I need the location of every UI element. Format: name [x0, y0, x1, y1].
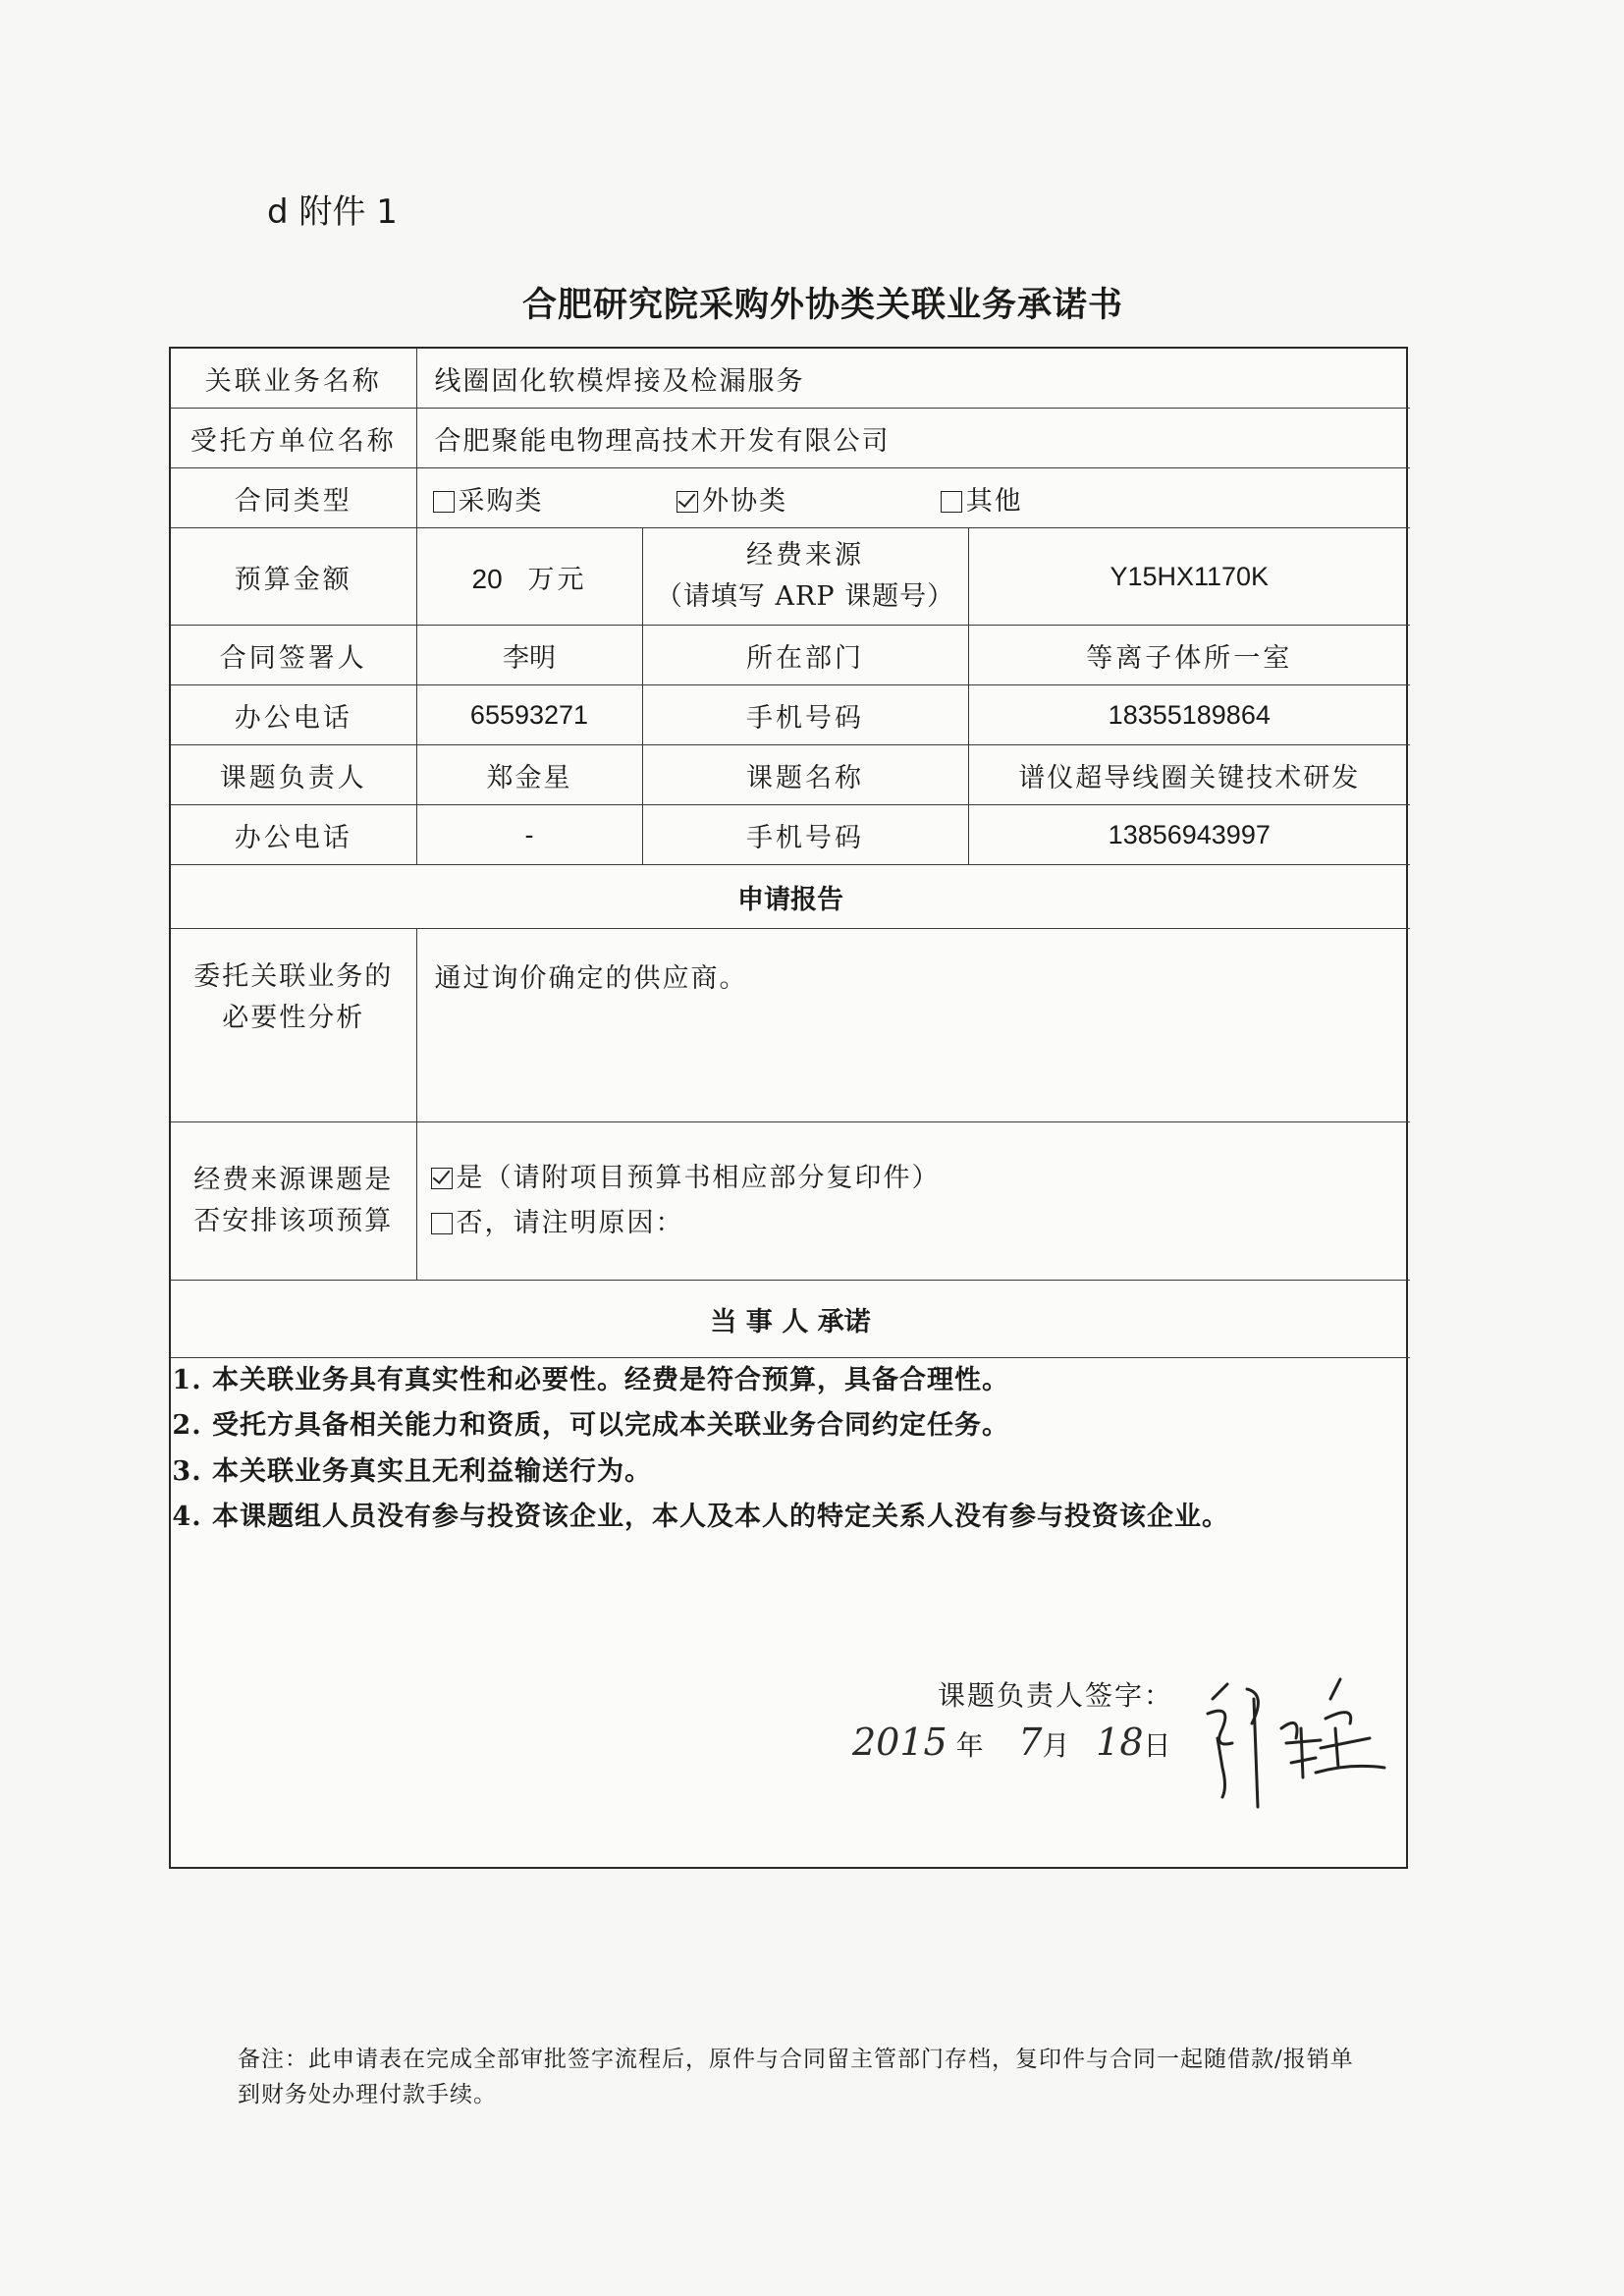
commitment-form: [169, 347, 1408, 1869]
budget-yes-option[interactable]: 是（请附项目预算书相应部分复印件）: [431, 1156, 1401, 1201]
checkbox-icon[interactable]: [941, 491, 962, 513]
funding-source-hint: （请填写 ARP 课题号）: [655, 581, 955, 612]
office-phone-label: 办公电话: [171, 685, 416, 745]
date-month-unit: 月: [1042, 1729, 1070, 1762]
pledge-item: 2. 受托方具备相关能力和资质，可以完成本关联业务合同约定任务。: [212, 1403, 1400, 1449]
budget-arranged-options: [416, 1122, 1410, 1281]
mobile-label: 手机号码: [642, 685, 968, 745]
funding-source-label-cell: [642, 528, 968, 626]
office-phone2-label: 办公电话: [171, 805, 416, 865]
row-report-section: [171, 865, 1410, 929]
checkbox-icon[interactable]: [431, 1168, 453, 1189]
department-value: 等离子体所一室: [968, 626, 1410, 685]
form-table: [171, 349, 1410, 1751]
necessity-label: 委托关联业务的必要性分析: [171, 929, 416, 1122]
attachment-label: d 附件 1: [267, 192, 398, 232]
project-name-value: 谱仪超导线圈关键技术研发: [968, 745, 1410, 805]
row-entrusted-unit: [171, 409, 1410, 468]
footnote: 备注：此申请表在完成全部审批签字流程后，原件与合同留主管部门存档，复印件与合同一起随借款/报销单到财务处办理付款手续。: [238, 2047, 1354, 2107]
project-leader-value: 郑金星: [416, 745, 642, 805]
budget-no-option[interactable]: 否，请注明原因：: [431, 1201, 1401, 1246]
date-day: 18: [1096, 1721, 1144, 1764]
date-month: 7: [1018, 1721, 1043, 1764]
department-label: 所在部门: [642, 626, 968, 685]
mobile-value: 18355189864: [968, 685, 1410, 745]
pledge-item: 3. 本关联业务真实且无利益输送行为。: [212, 1449, 1400, 1495]
business-name-value: 线圈固化软模焊接及检漏服务: [416, 349, 1410, 409]
report-section-title: 申请报告: [171, 865, 1410, 929]
contract-type-option[interactable]: 其他: [941, 479, 1023, 518]
office-phone2-value: -: [416, 805, 642, 865]
signer-label: 合同签署人: [171, 626, 416, 685]
budget-arranged-label: 经费来源课题是否安排该项预算: [171, 1122, 416, 1281]
row-necessity: [171, 929, 1410, 1122]
business-name-label: 关联业务名称: [171, 349, 416, 409]
contract-type-label: 合同类型: [171, 468, 416, 528]
contract-type-option[interactable]: 采购类: [433, 479, 669, 518]
row-signer: [171, 626, 1410, 685]
row-budget: [171, 528, 1410, 626]
entrusted-unit-label: 受托方单位名称: [171, 409, 416, 468]
office-phone-value: 65593271: [416, 685, 642, 745]
row-contract-type: [171, 468, 1410, 528]
contract-type-options: [416, 468, 1410, 528]
date-year-unit: 年: [955, 1729, 984, 1762]
date-year: 2015: [852, 1721, 947, 1764]
signature-label: 课题负责人签字：: [938, 1679, 1174, 1712]
pledge-item: 4. 本课题组人员没有参与投资该企业，本人及本人的特定关系人没有参与投资该企业。: [212, 1495, 1400, 1540]
pledge-item: 1. 本关联业务具有真实性和必要性。经费是符合预算，具备合理性。: [212, 1358, 1400, 1403]
funding-source-code: Y15HX1170K: [968, 528, 1410, 626]
contract-type-option[interactable]: 外协类: [677, 479, 932, 518]
budget-unit: 万元: [527, 564, 587, 595]
mobile2-label: 手机号码: [642, 805, 968, 865]
signature-date: [852, 1721, 1171, 1764]
signer-value: 李明: [416, 626, 642, 685]
budget-label: 预算金额: [171, 528, 416, 626]
funding-source-label: 经费来源: [746, 540, 864, 572]
document-title: 合肥研究院采购外协类关联业务承诺书: [521, 286, 1123, 325]
row-office-phone: [171, 685, 1410, 745]
project-name-label: 课题名称: [642, 745, 968, 805]
project-leader-label: 课题负责人: [171, 745, 416, 805]
checkbox-icon[interactable]: [677, 491, 698, 513]
row-office-phone-2: [171, 805, 1410, 865]
pledge-list: [181, 1358, 1400, 1541]
row-pledge-section: [171, 1281, 1410, 1358]
row-budget-arranged: [171, 1122, 1410, 1281]
budget-amount: [416, 528, 642, 626]
necessity-text: 通过询价确定的供应商。: [416, 929, 1410, 1122]
pledge-section-title: 当 事 人 承诺: [171, 1281, 1410, 1358]
budget-value: 20: [471, 563, 503, 594]
date-day-unit: 日: [1143, 1729, 1171, 1762]
row-project-leader: [171, 745, 1410, 805]
checkbox-icon[interactable]: [433, 491, 455, 513]
row-business-name: [171, 349, 1410, 409]
handwritten-signature: [1193, 1669, 1389, 1817]
entrusted-unit-value: 合肥聚能电物理高技术开发有限公司: [416, 409, 1410, 468]
mobile2-value: 13856943997: [968, 805, 1410, 865]
checkbox-icon[interactable]: [431, 1213, 453, 1234]
